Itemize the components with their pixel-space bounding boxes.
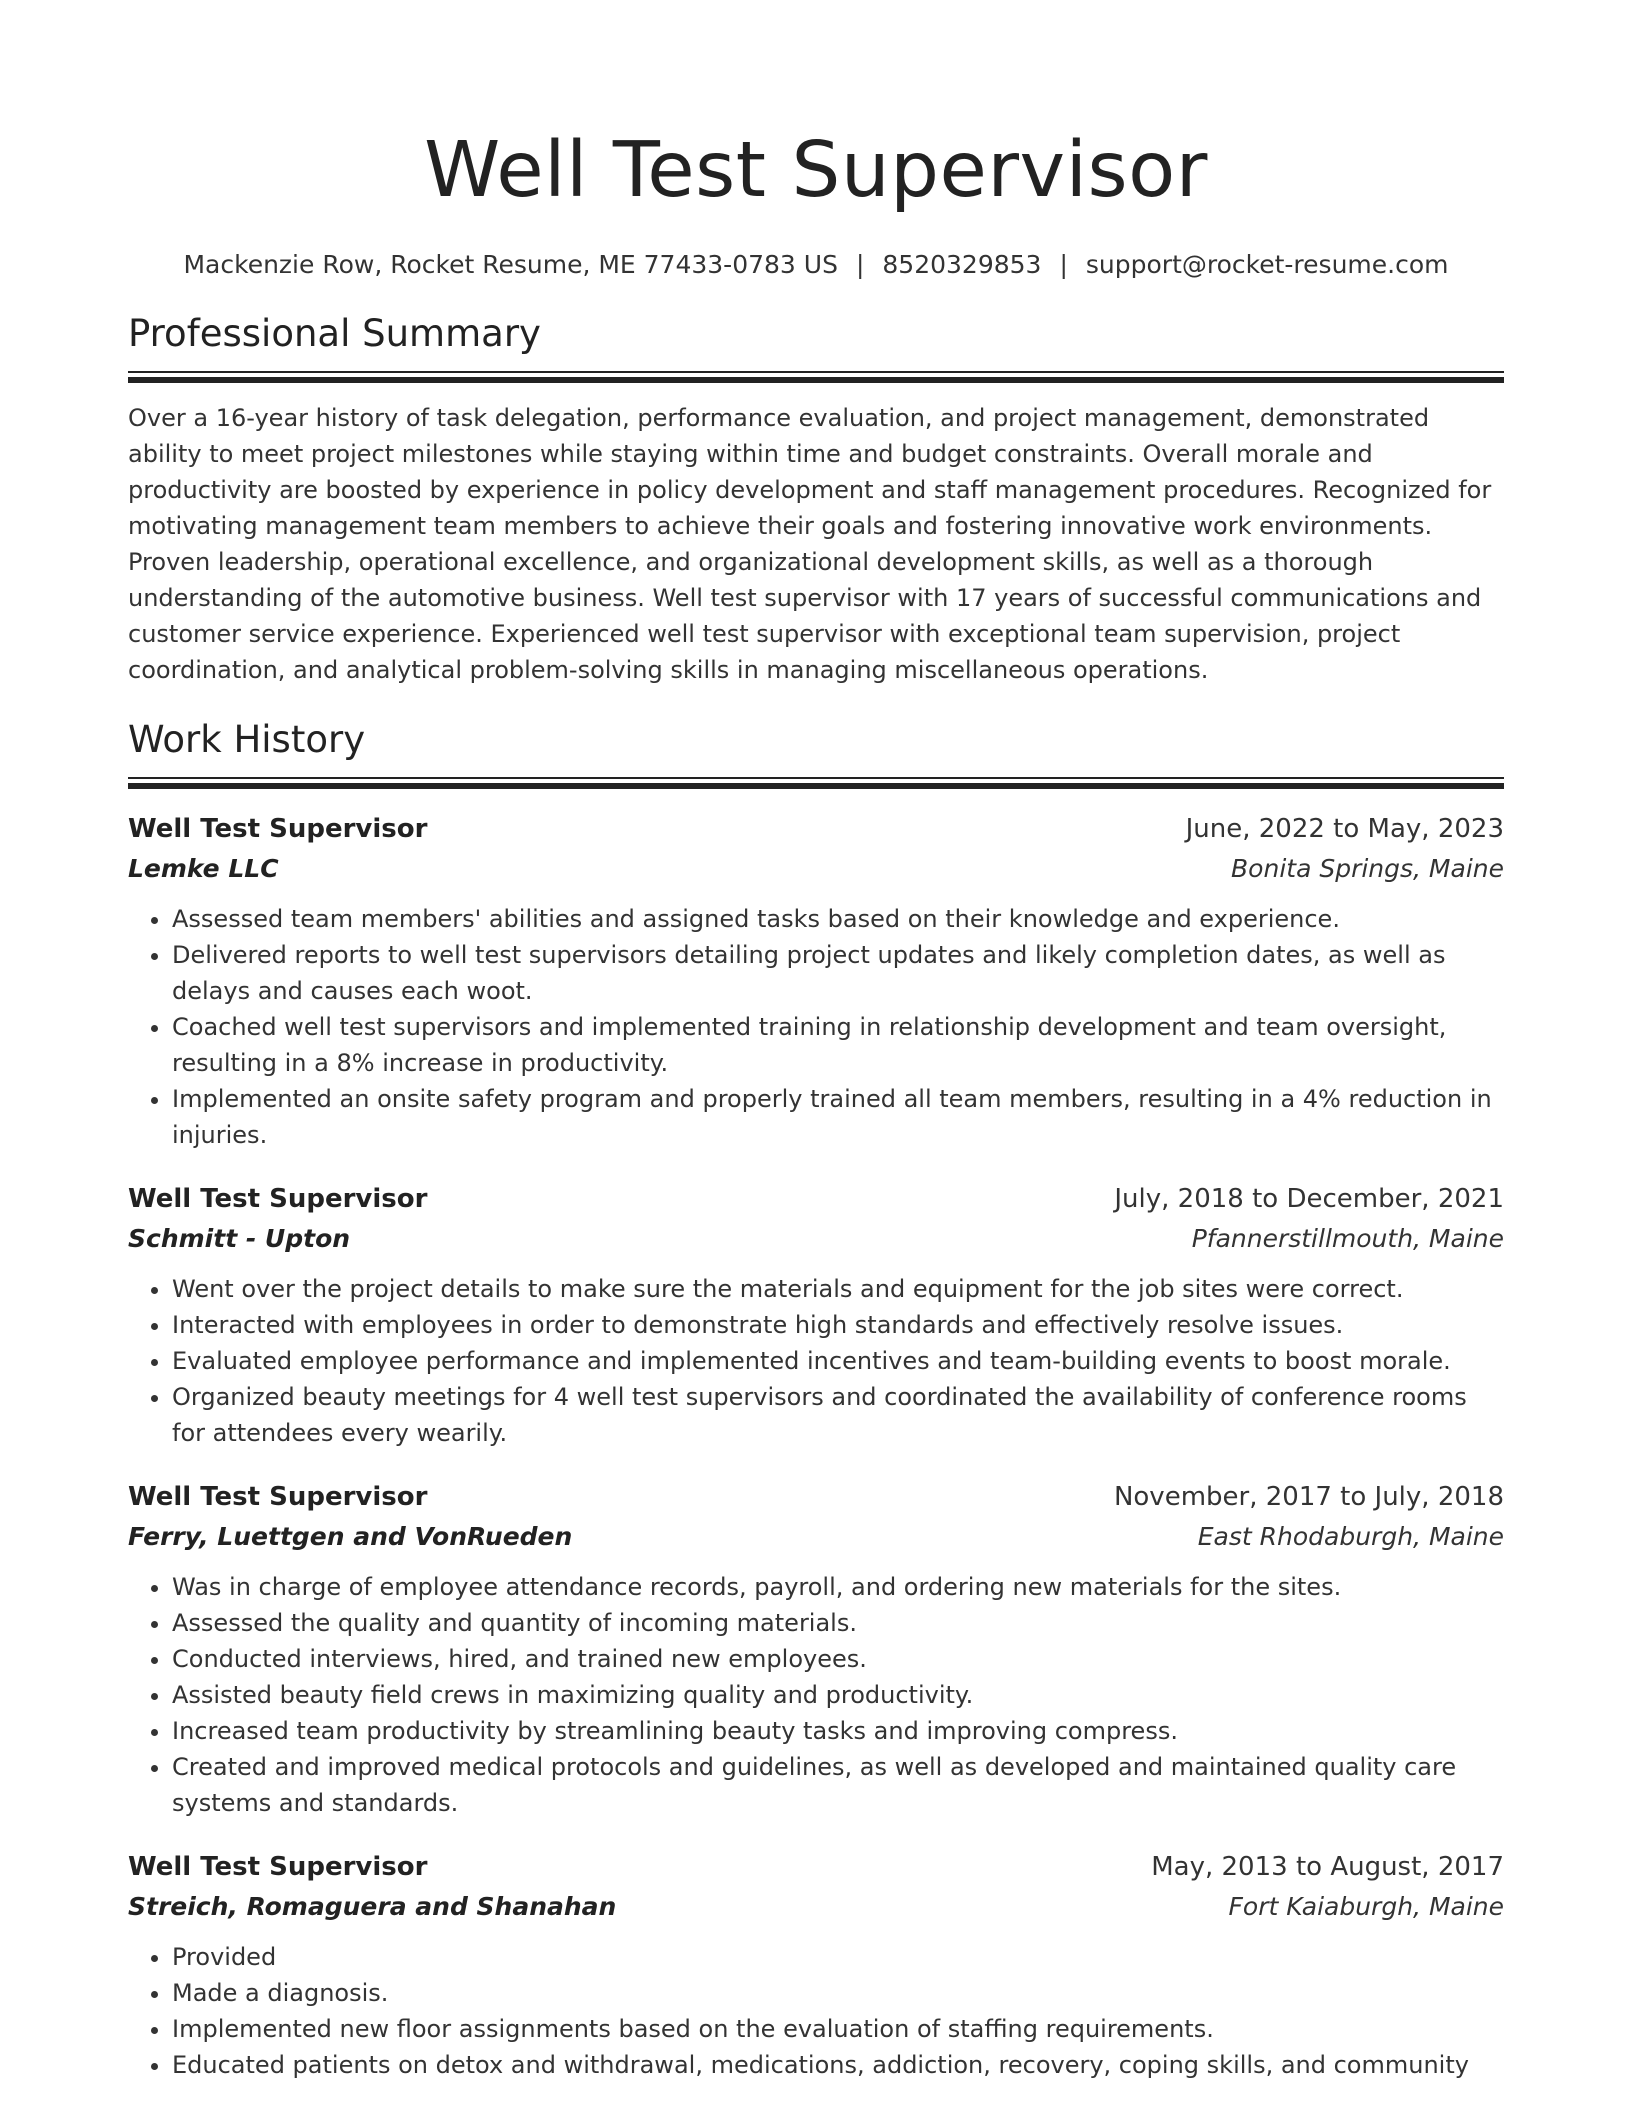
job-bullet: • Increased team productivity by streamlining beauty tasks and improving compress. [172, 1713, 1504, 1749]
job-company: Streich, Romaguera and Shanahan [128, 1892, 617, 1921]
job-location: Bonita Springs, Maine [1231, 854, 1504, 883]
job-company: Lemke LLC [128, 854, 279, 883]
job-bullets [128, 1569, 1504, 1821]
contact-email[interactable]: support@rocket-resume.com [1085, 250, 1449, 279]
job-dates: July, 2018 to December, 2021 [1114, 1184, 1504, 1214]
job-header-row [128, 1477, 1504, 1517]
job-bullet: • Was in charge of employee attendance records, payroll, and ordering new materials for the sites. [172, 1569, 1504, 1605]
contact-address: Mackenzie Row, Rocket Resume, ME 77433-0783 US [183, 250, 838, 279]
job-bullet: • Made a diagnosis. [172, 1975, 1504, 2011]
job-bullet: • Interacted with employees in order to demonstrate high standards and effectively resolve issues. [172, 1307, 1504, 1343]
contact-separator: | [1059, 250, 1068, 279]
job-bullet: • Delivered reports to well test supervisors detailing project updates and likely completion dates, as well as delays and causes each woot. [172, 937, 1504, 1009]
job-header-row [128, 809, 1504, 849]
job-bullet: • Went over the project details to make sure the materials and equipment for the job sites were correct. [172, 1271, 1504, 1307]
contact-line [128, 248, 1504, 282]
job-bullet: • Assisted beauty field crews in maximizing quality and productivity. [172, 1677, 1504, 1713]
job-entry [128, 1847, 1504, 2083]
job-dates: May, 2013 to August, 2017 [1151, 1852, 1504, 1882]
job-dates: June, 2022 to May, 2023 [1185, 814, 1504, 844]
job-entry [128, 809, 1504, 1153]
contact-separator: | [855, 250, 865, 279]
job-bullet: • Organized beauty meetings for 4 well test supervisors and coordinated the availability of conference rooms for attendees every wearily. [172, 1379, 1504, 1451]
contact-phone: 8520329853 [882, 250, 1042, 279]
job-bullet: • Educated patients on detox and withdrawal, medications, addiction, recovery, coping skills, and community [172, 2047, 1504, 2083]
job-entry [128, 1179, 1504, 1451]
job-subheader-row [128, 849, 1504, 889]
job-bullet: • Conducted interviews, hired, and trained new employees. [172, 1641, 1504, 1677]
section-title-work-history: Work History [128, 718, 366, 761]
job-header-row [128, 1179, 1504, 1219]
job-subheader-row [128, 1887, 1504, 1927]
job-company: Ferry, Luettgen and VonRueden [128, 1522, 573, 1551]
job-bullets [128, 901, 1504, 1153]
job-company: Schmitt - Upton [128, 1224, 351, 1253]
job-bullet: • Assessed team members' abilities and assigned tasks based on their knowledge and experience. [172, 901, 1504, 937]
work-history-list [128, 809, 1504, 2083]
job-bullet: • Assessed the quality and quantity of incoming materials. [172, 1605, 1504, 1641]
job-title: Well Test Supervisor [128, 1852, 428, 1882]
job-title: Well Test Supervisor [128, 1184, 428, 1214]
job-bullets [128, 1271, 1504, 1451]
job-location: Pfannerstillmouth, Maine [1191, 1224, 1504, 1253]
job-title: Well Test Supervisor [128, 1482, 428, 1512]
job-location: East Rhodaburgh, Maine [1197, 1522, 1504, 1551]
job-entry [128, 1477, 1504, 1821]
job-bullet: • Implemented an onsite safety program and properly trained all team members, resulting in a 4% reduction in injuries. [172, 1081, 1504, 1153]
job-bullets [128, 1939, 1504, 2083]
job-bullet: • Evaluated employee performance and implemented incentives and team-building events to boost morale. [172, 1343, 1504, 1379]
summary-paragraph: Over a 16-year history of task delegation, performance evaluation, and project management, demonstrated ability to meet project milestones while staying within time and budget constraints. Overall morale and productivity are boosted by experience in policy development and staff management procedures. Recognized for motivating management team members to achieve their goals and fostering innovative work environments. Proven leadership, operational excellence, and organizational development skills, as well as a thorough understanding of the automotive business. Well test supervisor with 17 years of successful communications and customer service experience. Experienced well test supervisor with exceptional team supervision, project coordination, and analytical problem-solving skills in managing miscellaneous operations. [128, 404, 1492, 684]
job-bullet: • Created and improved medical protocols and guidelines, as well as developed and maintained quality care systems and standards. [172, 1749, 1504, 1821]
section-title-professional-summary: Professional Summary [128, 312, 541, 355]
section-divider [128, 777, 1504, 789]
job-bullet: • Provided [172, 1939, 1504, 1975]
section-divider [128, 371, 1504, 383]
job-subheader-row [128, 1517, 1504, 1557]
job-title: Well Test Supervisor [128, 814, 428, 844]
resume-name-heading: Well Test Supervisor [424, 126, 1208, 215]
job-header-row [128, 1847, 1504, 1887]
job-bullet: • Implemented new floor assignments based on the evaluation of staffing requirements. [172, 2011, 1504, 2047]
job-subheader-row [128, 1219, 1504, 1259]
job-bullet: • Coached well test supervisors and implemented training in relationship development and team oversight, resulting in a 8% increase in productivity. [172, 1009, 1504, 1081]
job-location: Fort Kaiaburgh, Maine [1228, 1892, 1504, 1921]
job-dates: November, 2017 to July, 2018 [1113, 1482, 1504, 1512]
